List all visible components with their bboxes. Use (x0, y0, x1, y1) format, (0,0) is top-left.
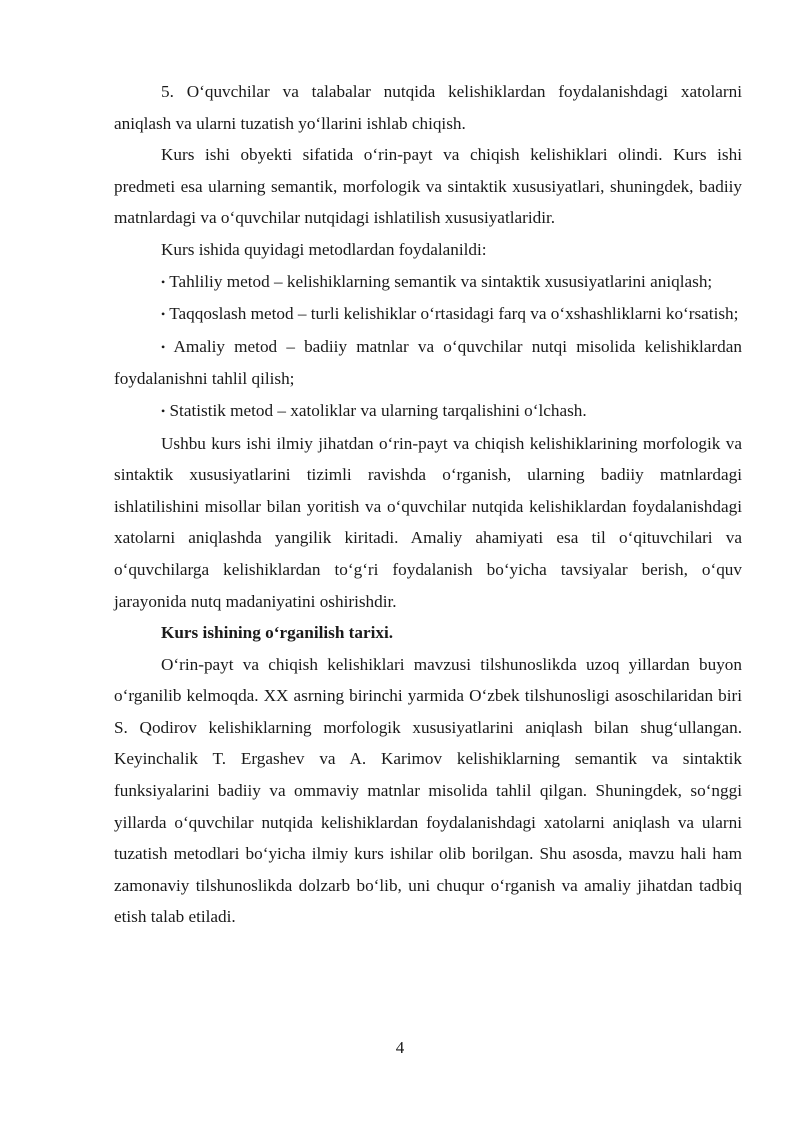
bullet-text: Amaliy metod – badiiy matnlar va o‘quvchilar nutqi misolida kelishiklardan foydalanishni tahlil qilish; (114, 336, 742, 389)
paragraph-research-history: O‘rin-payt va chiqish kelishiklari mavzusi tilshunoslikda uzoq yillardan buyon o‘rganilib kelmoqda. XX asrning birinchi yarmida O‘zbek tilshunosligi asoschilaridan biri S. Qodirov kelishiklarning morfologik xususiyatlarini aniqlash bilan shug‘ullangan. Keyinchalik T. Ergashev va A. Karimov kelishiklarning semantik va sintaktik funksiyalarini badiiy va ommaviy matnlar misolida tahlil qilgan. Shuningdek, so‘nggi yillarda o‘quvchilar nutqida kelishiklardan foydalanishdagi xatolarni aniqlash va ularni tuzatish metodlari bo‘yicha ilmiy kurs ishilar olib borilgan. Shu asosda, mavzu hali ham zamonaviy tilshunoslikda dolzarb bo‘lib, uni chuqur o‘rganish va amaliy jihatdan tadbiq etish talab etiladi. (114, 654, 742, 927)
bullet-text: Statistik metod – xatoliklar va ularning tarqalishini o‘lchash. (169, 400, 587, 420)
bullet-item-analytic-method (114, 266, 742, 299)
bullet-item-comparative-method (114, 298, 742, 331)
numbered-item-5 (114, 76, 742, 139)
bullet-icon: • (161, 339, 166, 354)
bullet-icon: • (161, 274, 166, 289)
paragraph-methods-intro: Kurs ishida quyidagi metodlardan foydalanildi: (161, 239, 487, 259)
bullet-icon: • (161, 403, 166, 418)
bullet-text: Tahliliy metod – kelishiklarning semantik va sintaktik xususiyatlarini aniqlash; (169, 271, 713, 291)
bullet-item-statistical-method (114, 395, 742, 428)
page-number: 4 (395, 1038, 405, 1057)
item-text: O‘quvchilar va talabalar nutqida kelishiklardan foydalanishdagi xatolarni aniqlash va ularni tuzatish yo‘llarini ishlab chiqish. (114, 82, 742, 133)
page-body (114, 76, 742, 933)
paragraph-scientific-novelty: Ushbu kurs ishi ilmiy jihatdan o‘rin-payt va chiqish kelishiklarining morfologik va sintaktik xususiyatlarini tizimli ravishda o‘rganish, ularning badiiy matnlardagi ishlatilishini misollar bilan yoritish va o‘quvchilar nutqida kelishiklardan foydalanishdagi xatolarni aniqlashda yangilik kiritadi. Amaliy ahamiyati esa til o‘qituvchilari va o‘quvchilarga kelishiklardan to‘g‘ri foydalanish bo‘yicha tavsiyalar berish, o‘quv jarayonida nutq madaniyatini oshirishdir. (114, 433, 742, 611)
bullet-text: Taqqoslash metod – turli kelishiklar o‘rtasidagi farq va o‘xshashliklarni ko‘rsatish; (169, 304, 739, 324)
bullet-item-practical-method (114, 331, 742, 395)
item-number: 5. (161, 82, 174, 101)
paragraph-research-object: Kurs ishi obyekti sifatida o‘rin-payt va chiqish kelishiklari olindi. Kurs ishi predmeti esa ularning semantik, morfologik va sintaktik xususiyatlari, shuningdek, badiiy matnlardagi va o‘quvchilar nutqidagi ishlatilish xususiyatlaridir. (114, 145, 742, 228)
section-heading: Kurs ishining o‘rganilish tarixi. (161, 623, 394, 643)
bullet-icon: • (161, 307, 166, 322)
